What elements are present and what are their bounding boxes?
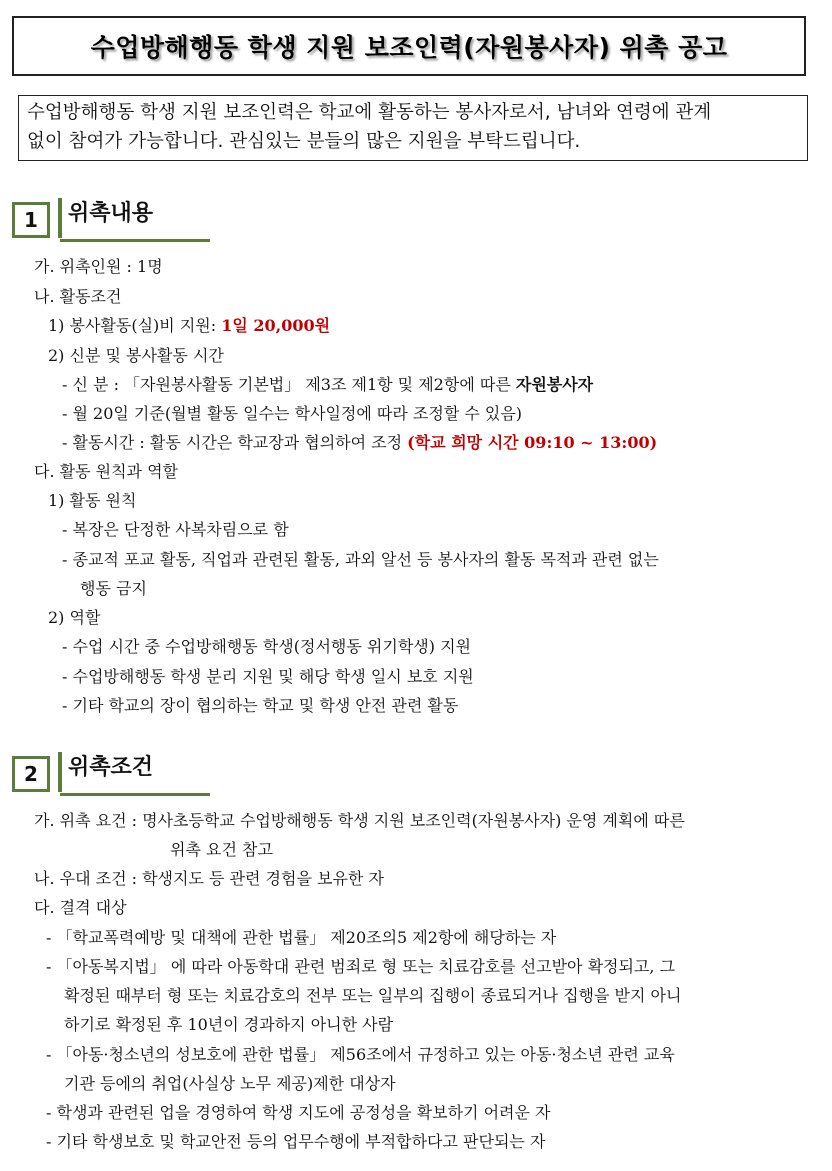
s1-item-da: 다. 활동 원칙과 역할 (34, 462, 178, 481)
s2-item-ga-1: 가. 위촉 요건 : 명사초등학교 수업방해행동 학생 지원 보조인력(자원봉사자) 운영 계획에 따른 (34, 811, 685, 830)
s1-item-na1-label: 1) 봉사활동(실)비 지원: (48, 316, 222, 335)
s2-item-d3-1: - 「아동·청소년의 성보호에 관한 법률」 제56조에서 규정하고 있는 아동·청소년 관련 교육 (46, 1045, 675, 1064)
s2-item-ga-2: 위촉 요건 참고 (170, 840, 273, 859)
s1-item-na: 나. 활동조건 (34, 287, 122, 306)
section-1-number: 1 (15, 205, 47, 235)
s1-item-da1-b1: - 종교적 포교 활동, 직업과 관련된 활동, 과외 알선 등 봉사자의 활동 목적과 관련 없는 (62, 550, 659, 569)
section-1-title: 위촉내용 (68, 201, 154, 226)
s1-item-da1: 1) 활동 원칙 (48, 491, 137, 510)
s2-item-d1: - 「학교폭력예방 및 대책에 관한 법률」 제20조의5 제2항에 해당하는 자 (46, 928, 557, 947)
s1-item-da2-c: - 기타 학교의 장이 협의하는 학교 및 학생 안전 관련 활동 (62, 696, 459, 715)
s2-item-d2-1: - 「아동복지법」 에 따라 아동학대 관련 범죄로 형 또는 치료감호를 선고받아 확정되고, 그 (46, 957, 676, 976)
s1-item-da2: 2) 역할 (48, 608, 101, 627)
s2-item-d5: - 기타 학생보호 및 학교안전 등의 업무수행에 부적합하다고 판단되는 자 (46, 1132, 546, 1151)
s2-item-d3-2: 기관 등에의 취업(사실상 노무 제공)제한 대상자 (64, 1074, 396, 1093)
s1-item-da1-a: - 복장은 단정한 사복차림으로 함 (62, 520, 289, 539)
s2-item-da: 다. 결격 대상 (34, 898, 127, 917)
s1-item-na2-b: - 월 20일 기준(월별 활동 일수는 학사일정에 따라 조정할 수 있음) (62, 404, 523, 423)
section-2-title: 위촉조건 (68, 755, 154, 780)
s1-item-ga: 가. 위촉인원 : 1명 (34, 257, 163, 276)
s1-item-na2-c-text: - 활동시간 : 활동 시간은 학교장과 협의하여 조정 (62, 433, 408, 452)
s1-item-da1-b2: 행동 금지 (80, 579, 147, 598)
s2-item-d4: - 학생과 관련된 업을 경영하여 학생 지도에 공정성을 확보하기 어려운 자 (46, 1103, 551, 1122)
s1-item-na2: 2) 신분 및 봉사활동 시간 (48, 346, 224, 365)
s1-item-da2-a: - 수업 시간 중 수업방해행동 학생(정서행동 위기학생) 지원 (62, 637, 471, 656)
s2-item-na: 나. 우대 조건 : 학생지도 등 관련 경험을 보유한 자 (34, 869, 384, 888)
s1-item-da2-b: - 수업방해행동 학생 분리 지원 및 해당 학생 일시 보호 지원 (62, 667, 474, 686)
s1-item-na1-value: 1일 20,000원 (221, 316, 331, 335)
page-title: 수업방해행동 학생 지원 보조인력(자원봉사자) 위촉 공고 (90, 33, 728, 62)
s1-item-na2-a-text: - 신 분 : 「자원봉사활동 기본법」 제3조 제1항 및 제2항에 따른 (62, 375, 516, 394)
s1-item-na2-c-red: (학교 희망 시간 09:10 ~ 13:00) (407, 433, 658, 452)
intro-line-2: 없이 참여가 가능합니다. 관심있는 분들의 많은 지원을 부탁드립니다. (27, 131, 581, 152)
s2-item-d2-2: 확정된 때부터 형 또는 치료감호의 전부 또는 일부의 집행이 종료되거나 집행을 받지 아니 (64, 986, 682, 1005)
section-2-number: 2 (15, 759, 47, 789)
s1-item-na2-a-bold: 자원봉사자 (515, 375, 594, 394)
s2-item-d2-3: 하기로 확정된 후 10년이 경과하지 아니한 사람 (64, 1015, 394, 1034)
intro-line-1: 수업방해행동 학생 지원 보조인력은 학교에 활동하는 봉사자로서, 남녀와 연령에 관계 (27, 102, 712, 123)
